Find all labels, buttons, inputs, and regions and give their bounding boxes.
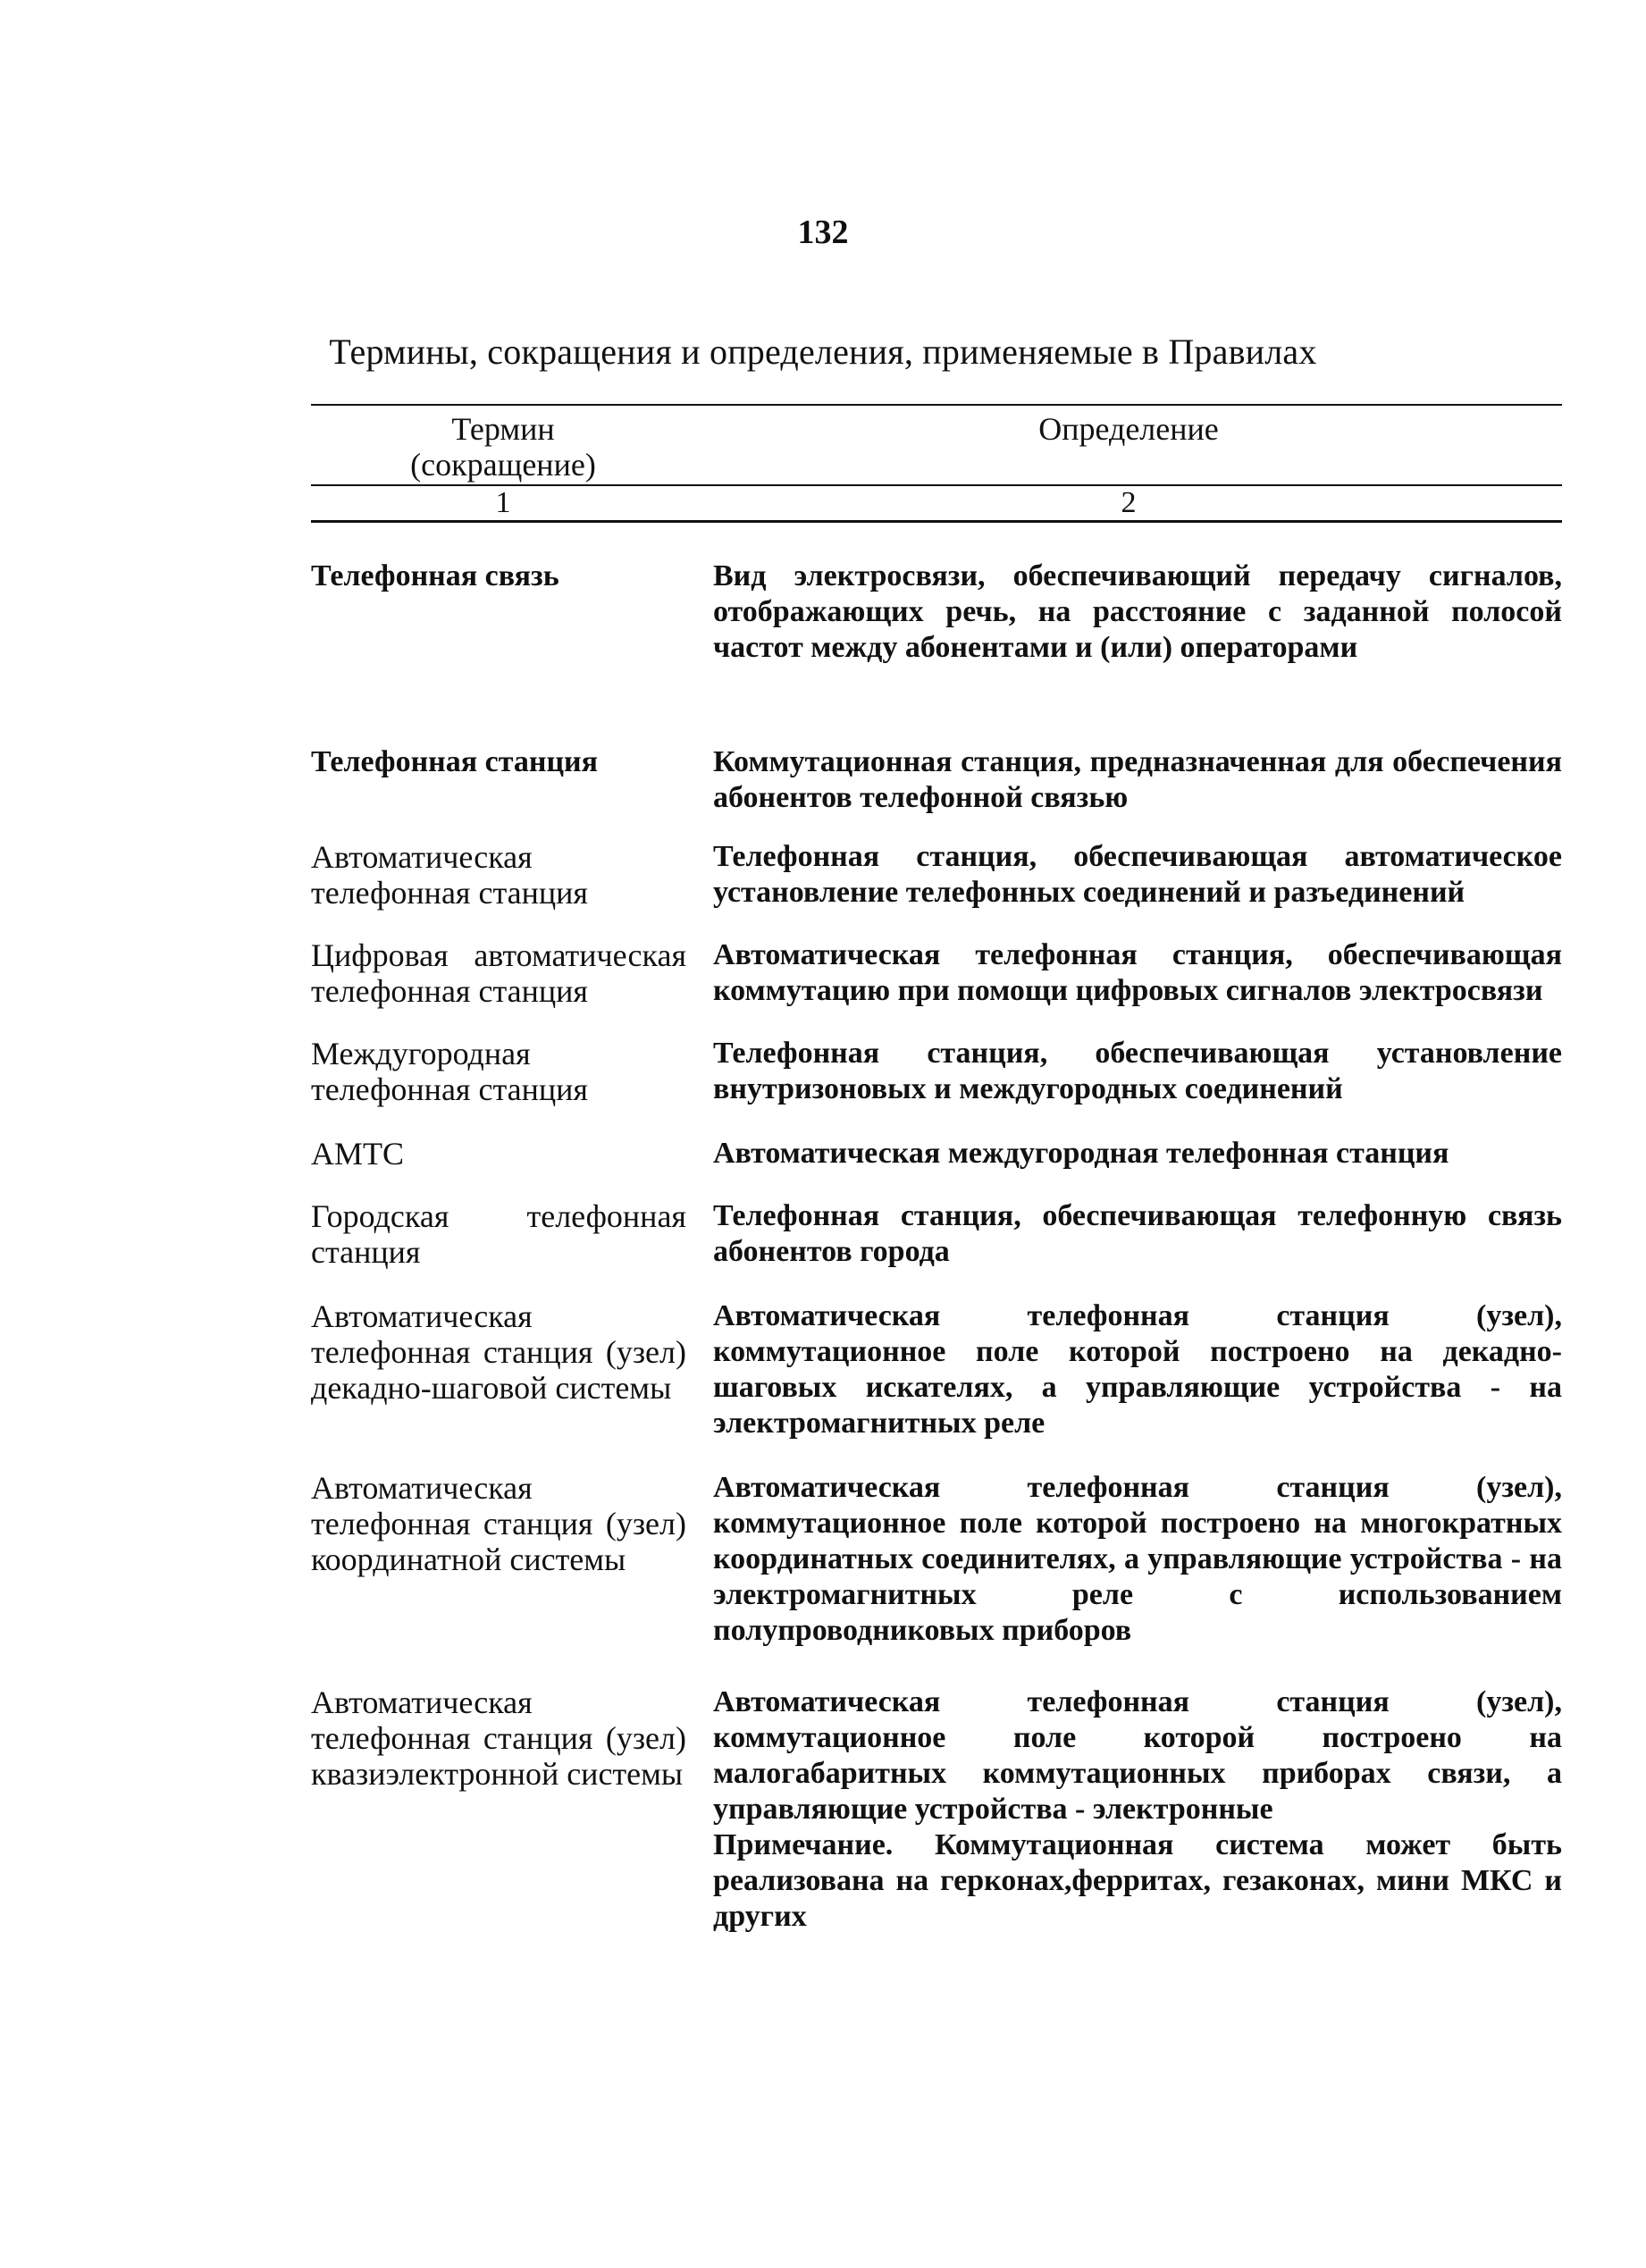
header-abbreviation-label: (сокращение) — [410, 447, 596, 483]
terms-table-body — [311, 559, 1562, 1935]
term-cell: Автоматическая телефонная станция — [311, 839, 588, 911]
table-row — [311, 839, 1562, 911]
definition-note: Примечание. Коммутационная система может быть реализована на герконах,ферритах, гезаконах, мини МКС и других — [713, 1828, 1562, 1933]
table-header-row — [311, 406, 1562, 484]
term-cell: Автоматическая телефонная станция (узел) координатной системы — [311, 1470, 686, 1577]
term-cell: Междугородная телефонная станция — [311, 1036, 588, 1107]
column-number-1: 1 — [495, 486, 511, 519]
header-term-label: Термин — [451, 411, 555, 447]
term-cell: Городская телефонная станция — [311, 1198, 686, 1270]
table-row — [311, 1684, 1562, 1935]
definition-cell: Автоматическая телефонная станция, обеспечивающая коммутацию при помощи цифровых сигналов электросвязи — [713, 938, 1562, 1007]
definition-cell: Вид электросвязи, обеспечивающий передачу сигналов, отображающих речь, на расстояние с заданной полосой частот между абонентами и (или) операторами — [713, 559, 1562, 664]
table-row — [311, 937, 1562, 1009]
header-term-cell — [311, 406, 695, 484]
table-numbers-rule — [311, 520, 1562, 523]
page-title: Термины, сокращения и определения, применяемые в Правилах — [329, 332, 1317, 372]
table-row — [311, 559, 1562, 666]
term-cell: Автоматическая телефонная станция (узел) квазиэлектронной системы — [311, 1684, 686, 1792]
term-cell: Телефонная связь — [311, 559, 559, 592]
definition-cell: Телефонная станция, обеспечивающая телефонную связь абонентов города — [713, 1199, 1562, 1268]
definition-text: Автоматическая телефонная станция (узел), коммутационное поле которой построено на малогабаритных коммутационных приборах связи, а управляющие устройства - электронные — [713, 1685, 1562, 1826]
term-cell: АМТС — [311, 1136, 405, 1172]
page-number: 132 — [797, 214, 849, 251]
definition-cell: Автоматическая междугородная телефонная станция — [713, 1137, 1449, 1170]
column-number-row — [311, 486, 1562, 520]
definition-cell: Телефонная станция, обеспечивающая автоматическое установление телефонных соединений и разъединений — [713, 840, 1562, 909]
term-cell: Автоматическая телефонная станция (узел) декадно-шаговой системы — [311, 1298, 686, 1406]
definition-cell: Коммутационная станция, предназначенная для обеспечения абонентов телефонной связью — [713, 745, 1562, 814]
header-definition-label: Определение — [1038, 411, 1219, 447]
definition-cell: Автоматическая телефонная станция (узел), коммутационное поле которой построено на многократных координатных соединителях, а управляющие устройства - на электромагнитных реле с использованием полупроводниковых приборов — [713, 1471, 1562, 1647]
term-cell: Телефонная станция — [311, 745, 599, 778]
definition-cell — [704, 1684, 1562, 1935]
table-row — [311, 1298, 1562, 1441]
table-row — [311, 1198, 1562, 1270]
terms-table-header — [311, 404, 1562, 523]
table-row — [311, 1470, 1562, 1649]
table-row — [311, 1136, 1562, 1172]
column-number-2: 2 — [1121, 486, 1137, 519]
definition-cell: Автоматическая телефонная станция (узел), коммутационное поле которой построено на декадно-шаговых искателях, а управляющие устройства - на электромагнитных реле — [713, 1299, 1562, 1440]
term-cell: Цифровая автоматическая телефонная станция — [311, 937, 686, 1009]
table-row — [311, 744, 1562, 816]
table-row — [311, 1036, 1562, 1107]
definition-cell: Телефонная станция, обеспечивающая установление внутризоновых и междугородных соединений — [713, 1037, 1562, 1105]
